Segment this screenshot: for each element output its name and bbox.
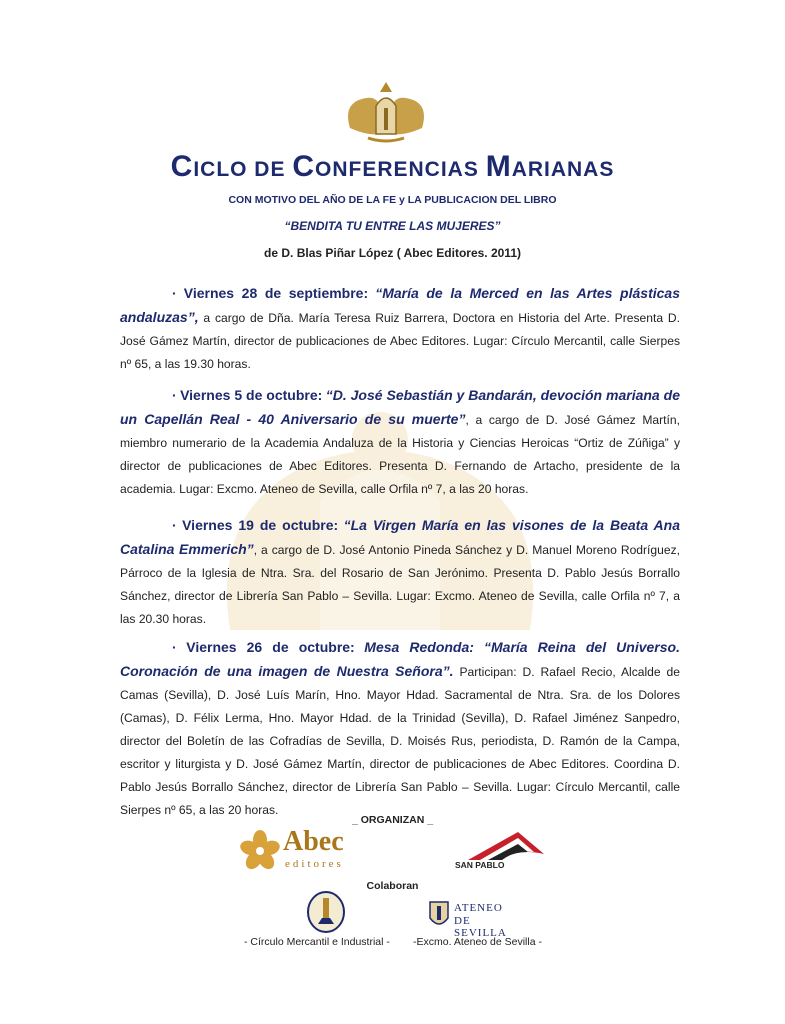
event-date: Viernes 28 de septiembre: [183,285,369,301]
event-item [120,282,680,376]
crest-icon [340,78,432,144]
ateneo-crest-icon [428,900,450,930]
event-date: Viernes 26 de octubre: [186,639,355,655]
event-body: a cargo de Dña. María Teresa Ruiz Barrera, Doctora en Historia del Arte. Presenta D. José Gámez Martín, director de publicaciones de Abec Editores. Lugar: Círculo Mercantil, calle Sierpes nº 65, a las 19.30 horas. [120,311,680,371]
mercantil-caption: - Círculo Mercantil e Industrial - [244,936,390,948]
event-bullet: · [172,387,177,403]
mercantil-seal-icon [306,890,346,934]
author-line: de D. Blas Piñar López ( Abec Editores. 2011) [264,246,521,260]
event-bullet: · [172,639,177,655]
event-body: , a cargo de D. José Gámez Martín, miembro numerario de la Academia Andaluza de la Historia y Ciencias Heroicas “Ortiz de Zúñiga” y director de publicaciones de Abec Editores. Presenta D. Fernando de Artacho, presidente de la academia. Lugar: Excmo. Ateneo de Sevilla, calle Orfila nº 7, a las 20 horas. [120,413,680,496]
organizers-label: _ ORGANIZAN _ [351,814,434,826]
event-title: Mesa Redonda: “María Reina del Universo. Coronación de una imagen de Nuestra Señora”. [120,639,680,679]
event-item [120,636,680,822]
ateneo-logo [428,900,524,939]
event-item [120,514,680,631]
event-title: “La Virgen María en las visones de la Beata Ana Catalina Emmerich” [120,517,680,557]
event-date: Viernes 5 de octubre: [180,387,323,403]
event-body: , a cargo de D. José Antonio Pineda Sánchez y D. Manuel Moreno Rodríguez, Párroco de la Iglesia de Ntra. Sra. del Rosario de San Jerónimo. Presenta D. Pablo Jesús Borrallo Sánchez, director de Librería San Pablo – Sevilla. Lugar: Excmo. Ateneo de Sevilla, calle Orfila nº 7, a las 20.30 horas. [120,543,680,626]
event-date: Viernes 19 de octubre: [182,517,339,533]
san-pablo-logo-text: SAN PABLO [455,860,505,870]
event-bullet: · [172,285,177,301]
ateneo-caption: -Excmo. Ateneo de Sevilla - [413,936,542,948]
abec-logo-text: Abec [283,826,344,857]
page-title: CICLO DE CONFERENCIAS MARIANAS [170,150,615,183]
ateneo-logo-line2: DE SEVILLA [454,915,507,939]
ateneo-logo-line1: ATENEO [454,902,503,914]
event-item [120,384,680,501]
event-title: “D. José Sebastián y Bandarán, devoción mariana de un Capellán Real - 40 Aniversario de su muerte” [120,387,680,427]
event-title: “María de la Merced en las Artes plásticas andaluzas”, [120,285,680,325]
event-bullet: · [172,517,177,533]
book-title: “BENDITA TU ENTRE LAS MUJERES” [284,219,501,233]
subtitle: CON MOTIVO DEL AÑO DE LA FE y LA PUBLICACION DEL LIBRO [228,194,557,206]
abec-logo-subtext: editores [285,858,344,870]
event-body: Participan: D. Rafael Recio, Alcalde de Camas (Sevilla), D. José Luís Marín, Hno. Mayor Hdad. Sacramental de Ntra. Sra. de los Dolores (Camas), D. Félix Lerma, Hno. Mayor Hdad. de la Trinidad (Sevilla), D. Rafael Jiménez Sanpedro, director del Boletín de las Cofradías de Sevilla, D. Moisés Rus, periodista, D. Ramón de la Campa, escritor y liturgista y D. José Gámez Martín, director de publicaciones de Abec Editores. Coordina D. Pablo Jesús Borrallo Sánchez, director de Librería San Pablo – Sevilla. Lugar: Círculo Mercantil, calle Sierpes nº 65, a las 20 horas. [120,665,680,817]
collaborators-label: Colaboran [366,880,419,892]
